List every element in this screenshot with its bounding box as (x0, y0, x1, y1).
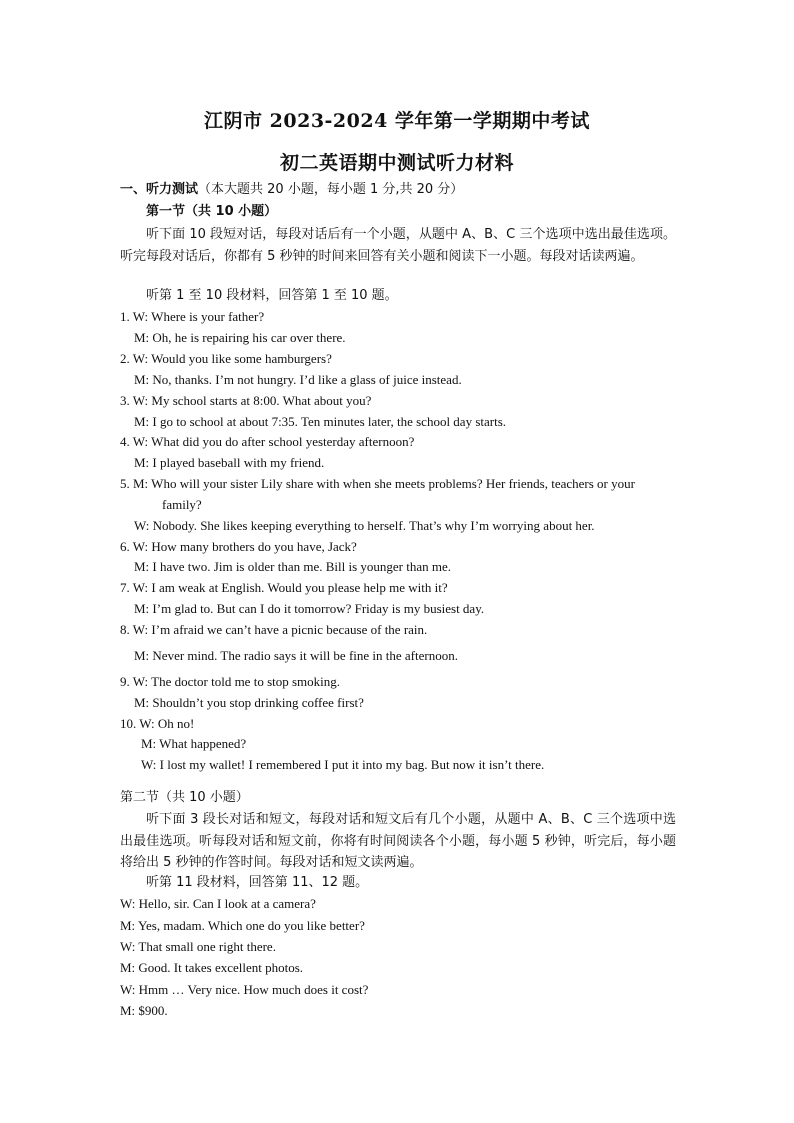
conversation-line-2: M: Yes, madam. Which one do you like better? (120, 918, 365, 933)
conversation-line-4: M: Good. It takes excellent photos. (120, 960, 304, 975)
dialogue-9-line-1: 9. W: The doctor told me to stop smoking. (120, 674, 341, 689)
dialogue-2-line-1: 2. W: Would you like some hamburgers? (120, 351, 332, 366)
section1-instructions: 听下面 10 段短对话，每段对话后有一个小题，从题中 A、B、C 三个选项中选出最佳选项。听完每段对话后，你都有 5 秒钟的时间来回答有关小题和阅读下一小题。每段对话读两遍。 (120, 227, 676, 264)
dialogue-5-line-2: W: Nobody. She likes keeping everything to herself. That’s why I’m worrying about her. (134, 518, 595, 533)
dialogue-5-line-1: 5. M: Who will your sister Lily share with when she meets problems? Her friends, teachers or your (120, 476, 635, 491)
dialogue-3-line-2: M: I go to school at about 7:35. Ten minutes later, the school day starts. (134, 414, 507, 429)
dialogue-5-line-1-cont: family? (162, 497, 202, 512)
dialogue-7-line-2: M: I’m glad to. But can I do it tomorrow? Friday is my busiest day. (134, 601, 485, 616)
dialogue-1-line-1: 1. W: Where is your father? (120, 309, 265, 324)
dialogue-10-line-3: W: I lost my wallet! I remembered I put it into my bag. But now it isn’t there. (141, 757, 545, 772)
section2-instructions: 听下面 3 段长对话和短文，每段对话和短文后有几个小题，从题中 A、B、C 三个选项中选出最佳选项。听每段对话和短文前，你将有时间阅读各个小题，每小题 5 秒钟，听完后，每小题将给出 5 秒钟的作答时间。每段对话和短文读两遍。 (120, 812, 676, 870)
conversation-line-3: W: That small one right there. (120, 939, 276, 954)
dialogue-10-line-1: 10. W: Oh no! (120, 716, 195, 731)
dialogue-6-line-1: 6. W: How many brothers do you have, Jack? (120, 539, 357, 554)
dialogue-8-line-1: 8. W: I’m afraid we can’t have a picnic because of the rain. (120, 622, 428, 637)
dialogue-10-line-2: M: What happened? (141, 736, 247, 751)
dialogue-3-line-1: 3. W: My school starts at 8:00. What about you? (120, 393, 372, 408)
dialogue-8-line-2: M: Never mind. The radio says it will be fine in the afternoon. (134, 648, 458, 663)
conversation-line-5: W: Hmm … Very nice. How much does it cost? (120, 982, 369, 997)
dialogue-9-line-2: M: Shouldn’t you stop drinking coffee first? (134, 695, 364, 710)
conversation-line-6: M: $900. (120, 1003, 168, 1018)
dialogue-6-line-2: M: I have two. Jim is older than me. Bill is younger than me. (134, 559, 452, 574)
section1-prompt: 听第 1 至 10 段材料，回答第 1 至 10 题。 (146, 288, 398, 303)
dialogue-1-line-2: M: Oh, he is repairing his car over there. (134, 330, 346, 345)
section2-prompt: 听第 11 段材料，回答第 11、12 题。 (146, 875, 369, 890)
section1-heading: 第一节（共 10 小题） (146, 204, 278, 219)
page-title: 江阴市 2023-2024 学年第一学期期中考试 (204, 110, 590, 132)
page-subtitle: 初二英语期中测试听力材料 (279, 152, 514, 174)
section2-heading: 第二节（共 10 小题） (120, 790, 249, 805)
part1-heading-note: （本大题共 20 小题，每小题 1 分,共 20 分） (198, 182, 464, 197)
dialogue-4-line-1: 4. W: What did you do after school yesterday afternoon? (120, 434, 415, 449)
dialogue-4-line-2: M: I played baseball with my friend. (134, 455, 325, 470)
part1-heading-text: 一、听力测试 (120, 182, 199, 197)
conversation-line-1: W: Hello, sir. Can I look at a camera? (120, 896, 316, 911)
dialogue-2-line-2: M: No, thanks. I’m not hungry. I’d like a glass of juice instead. (134, 372, 462, 387)
part1-heading (120, 180, 463, 200)
dialogue-7-line-1: 7. W: I am weak at English. Would you please help me with it? (120, 580, 448, 595)
